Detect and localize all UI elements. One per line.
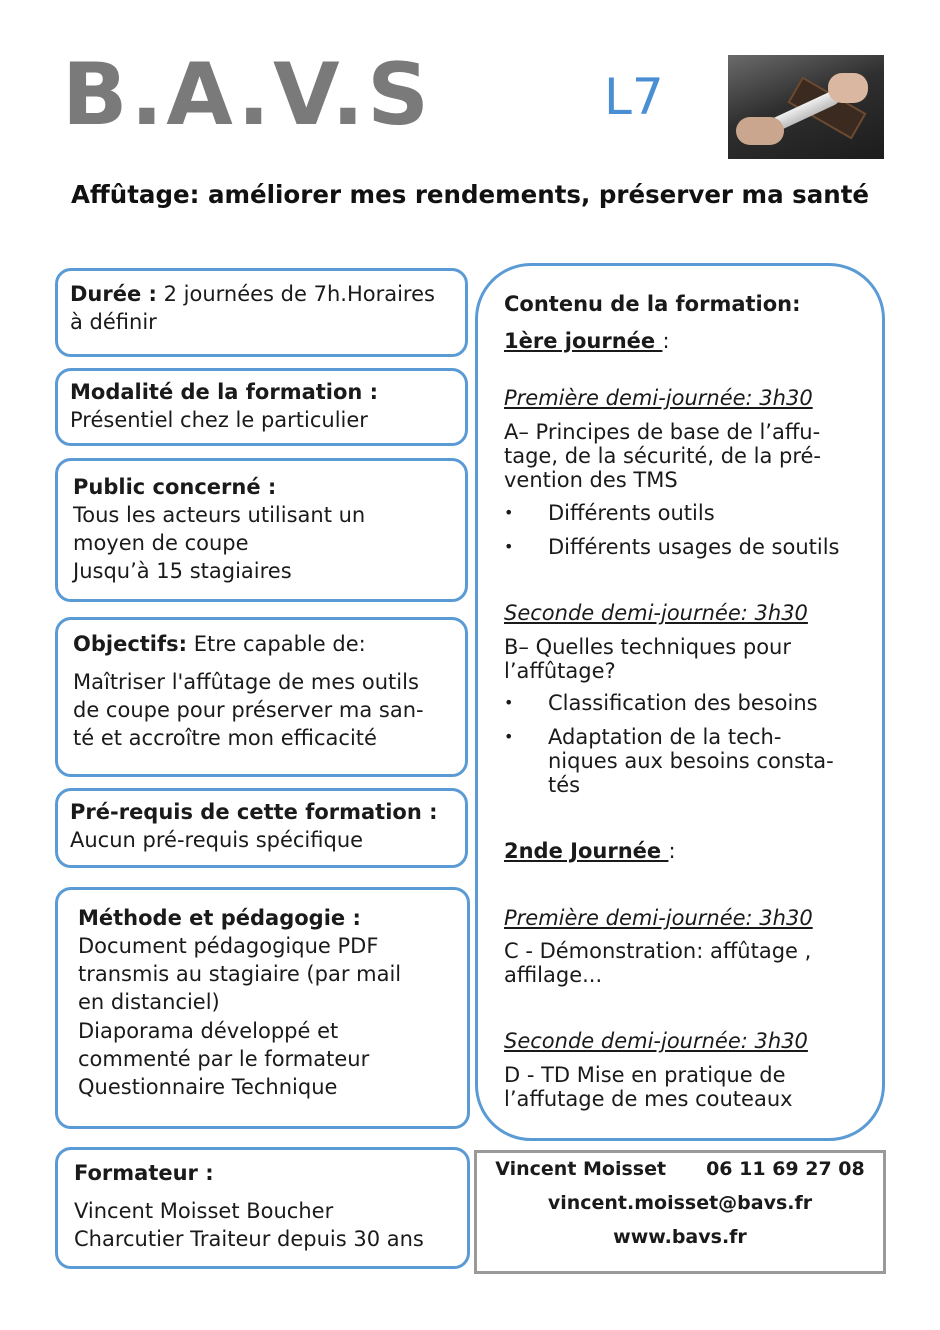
list-item <box>504 501 874 525</box>
method-line: Diaporama développé et <box>78 1019 339 1043</box>
objectives-box <box>55 617 468 777</box>
day2-half1: Première demi-journée: 3h30 <box>504 906 813 930</box>
trainer-line: Vincent Moisset Boucher <box>74 1199 334 1223</box>
list-item-text: tés <box>548 773 581 797</box>
bullet-icon: • <box>504 537 514 556</box>
section-d-line: D - TD Mise en pratique de <box>504 1063 786 1087</box>
list-item-text: niques aux besoins consta- <box>548 749 834 773</box>
audience-label: Public concerné : <box>73 475 277 499</box>
method-box <box>55 887 470 1129</box>
contact-box <box>474 1150 886 1274</box>
trainer-box <box>55 1147 470 1269</box>
day1-half2: Seconde demi-journée: 3h30 <box>504 601 808 625</box>
contact-email[interactable]: vincent.moisset@bavs.fr <box>547 1192 813 1214</box>
day1-colon: : <box>662 329 670 353</box>
duration-label: Durée : <box>70 282 157 306</box>
bullet-icon: • <box>504 727 514 746</box>
list-item-text: Différents usages de soutils <box>548 535 840 559</box>
duration-box <box>55 268 468 357</box>
list-item <box>504 691 874 715</box>
content-heading: Contenu de la formation: <box>504 292 801 316</box>
method-line: transmis au stagiaire (par mail <box>78 962 402 986</box>
contact-website[interactable]: www.bavs.fr <box>613 1226 747 1248</box>
objectives-line: Maîtriser l'affûtage de mes outils <box>73 670 419 694</box>
duration-text-2: à définir <box>70 310 157 334</box>
objectives-line: de coupe pour préserver ma san- <box>73 698 424 722</box>
audience-line: Jusqu’à 15 stagiaires <box>73 559 292 583</box>
day2-heading: 2nde Journée <box>504 839 669 863</box>
objectives-line: té et accroître mon efficacité <box>73 726 377 750</box>
bullet-icon: • <box>504 693 514 712</box>
list-item <box>504 535 874 559</box>
bullet-icon: • <box>504 503 514 522</box>
trainer-line: Charcutier Traiteur depuis 30 ans <box>74 1227 424 1251</box>
section-b-line: l’affûtage? <box>504 659 616 683</box>
course-code: L7 <box>604 68 664 126</box>
list-item <box>504 725 874 797</box>
method-line: commenté par le formateur <box>78 1047 370 1071</box>
prerequisites-label: Pré-requis de cette formation : <box>70 800 438 824</box>
method-line: en distanciel) <box>78 990 220 1014</box>
section-a-line: vention des TMS <box>504 468 678 492</box>
page-title: Affûtage: améliorer mes rendements, préserver ma santé <box>70 180 870 209</box>
list-item-text: Classification des besoins <box>548 691 818 715</box>
content-panel <box>475 263 885 1141</box>
prerequisites-text: Aucun pré-requis spécifique <box>70 828 364 852</box>
modality-label: Modalité de la formation : <box>70 380 379 404</box>
day1-half1: Première demi-journée: 3h30 <box>504 386 813 410</box>
modality-box <box>55 368 468 446</box>
method-line: Document pédagogique PDF <box>78 934 379 958</box>
trainer-label: Formateur : <box>74 1161 214 1185</box>
section-a-line: tage, de la sécurité, de la pré- <box>504 444 821 468</box>
section-c-line: C - Démonstration: affûtage , <box>504 939 812 963</box>
audience-line: moyen de coupe <box>73 531 249 555</box>
audience-box <box>55 458 468 602</box>
objectives-intro: Etre capable de: <box>187 632 366 656</box>
bavs-logo: B.A.V.S <box>62 45 433 145</box>
modality-text: Présentiel chez le particulier <box>70 408 368 432</box>
day1-heading: 1ère journée <box>504 329 663 353</box>
knife-sharpening-photo <box>728 55 884 159</box>
objectives-label: Objectifs: <box>73 632 188 656</box>
day2-half2: Seconde demi-journée: 3h30 <box>504 1029 808 1053</box>
section-c-line: affilage... <box>504 963 603 987</box>
contact-phone[interactable]: 06 11 69 27 08 <box>706 1158 865 1180</box>
method-line: Questionnaire Technique <box>78 1075 338 1099</box>
section-a-line: A– Principes de base de l’affu- <box>504 420 821 444</box>
list-item-text: Différents outils <box>548 501 715 525</box>
section-d-line: l’affutage de mes couteaux <box>504 1087 793 1111</box>
section-b-line: B– Quelles techniques pour <box>504 635 791 659</box>
method-label: Méthode et pédagogie : <box>78 906 361 930</box>
list-item-text: Adaptation de la tech- <box>548 725 782 749</box>
audience-line: Tous les acteurs utilisant un <box>73 503 366 527</box>
prerequisites-box <box>55 788 468 868</box>
duration-text: 2 journées de 7h.Horaires <box>156 282 435 306</box>
contact-name: Vincent Moisset <box>495 1158 667 1180</box>
day2-colon: : <box>668 839 676 863</box>
